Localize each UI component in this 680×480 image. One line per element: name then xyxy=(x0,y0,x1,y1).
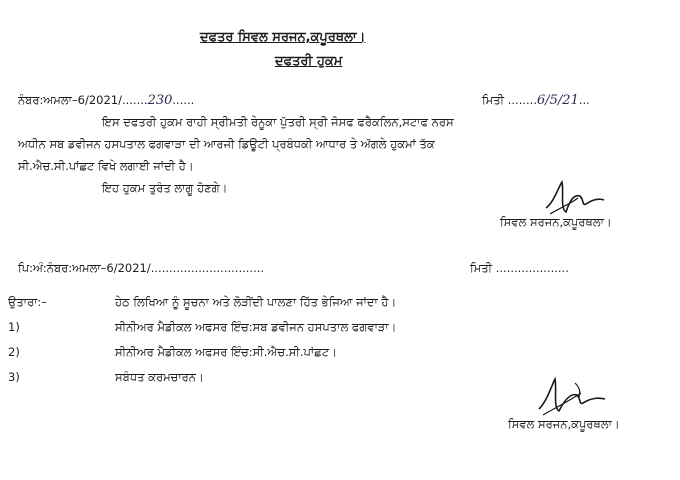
order-body-line-3: ਸੀ.ਐਚ.ਸੀ.ਪਾਂਛਟ ਵਿਖੇ ਲਗਾਈ ਜਾਂਦੀ ਹੈ। xyxy=(18,159,194,173)
order-date-trailing-dots: ... xyxy=(578,93,590,107)
recipient-text: ਸੀਨੀਅਰ ਮੈਡੀਕਲ ਅਫਸਰ ਇੰਚ:ਸੀ.ਐਚ.ਸੀ.ਪਾਂਛਟ। xyxy=(115,345,337,359)
order-body-line-2: ਅਧੀਨ ਸਬ ਡਵੀਜਨ ਹਸਪਤਾਲ ਫਗਵਾੜਾ ਦੀ ਆਰਜੀ ਡਿਊਟੀ ਪ੍ਰਬੰਧਕੀ ਆਧਾਰ ਤੇ ਅੱਗਲੇ ਹੁਕਮਾਂ ਤੱਕ xyxy=(18,137,435,151)
order-number-line xyxy=(18,93,194,108)
endorsement-number-line: ਪਿ:ਅੰ:ਨੰਬਰ:ਅਮਲਾ–6/2021/............................... xyxy=(18,261,265,275)
order-effect-line: ਇਹ ਹੁਕਮ ਤੁਰੰਤ ਲਾਗੂ ਹੋਣਗੇ। xyxy=(102,181,228,195)
office-title: ਦਫਤਰ ਸਿਵਲ ਸਰਜਨ,ਕਪੂਰਥਲਾ। xyxy=(200,30,366,45)
recipient-number: 2) xyxy=(8,345,20,359)
recipient-number: 1) xyxy=(8,320,20,334)
order-date-handwritten: 6/5/21 xyxy=(537,93,579,108)
endorsement-date-line: ਮਿਤੀ .................... xyxy=(470,261,569,275)
signature-mark xyxy=(535,375,610,423)
order-title: ਦਫਤਰੀ ਹੁਕਮ xyxy=(275,54,343,69)
order-signature-caption: ਸਿਵਲ ਸਰਜਨ,ਕਪੂਰਥਲਾ। xyxy=(500,215,612,229)
endorsement-signature-caption: ਸਿਵਲ ਸਰਜਨ,ਕਪੂਰਥਲਾ। xyxy=(508,417,620,431)
order-body-line-1: ਇਸ ਦਫਤਰੀ ਹੁਕਮ ਰਾਹੀ ਸ੍ਰੀਮਤੀ ਰੇਨੂਕਾ ਪੁੱਤਰੀ ਸ੍ਰੀ ਜੋਸਫ ਫਰੈਕਲਿਨ,ਸਟਾਫ ਨਰਸ xyxy=(102,115,454,129)
order-date-line xyxy=(482,93,590,108)
order-date-label: ਮਿਤੀ ........ xyxy=(482,93,537,107)
recipient-number: 3) xyxy=(8,370,20,384)
order-number-trailing-dots: ...... xyxy=(172,93,195,107)
order-number-label: ਨੰਬਰ:ਅਮਲਾ–6/2021/....... xyxy=(18,93,148,107)
recipient-text: ਸਬੰਧਤ ਕਰਮਚਾਰਨ। xyxy=(115,370,204,384)
copy-text: ਹੇਠ ਲਿਖਿਆ ਨੂੰ ਸੂਚਨਾ ਅਤੇ ਲੋੜੀਂਦੀ ਪਾਲਣਾ ਹਿੱਤ ਭੇਜਿਆ ਜਾਂਦਾ ਹੈ। xyxy=(115,295,397,309)
recipient-text: ਸੀਨੀਅਰ ਮੈਡੀਕਲ ਅਫਸਰ ਇੰਚ:ਸਬ ਡਵੀਜਨ ਹਸਪਤਾਲ ਫਗਵਾੜਾ। xyxy=(115,320,397,334)
copy-label: ਉਤਾਰਾ:– xyxy=(8,295,48,309)
order-number-handwritten: 230 xyxy=(147,93,173,108)
